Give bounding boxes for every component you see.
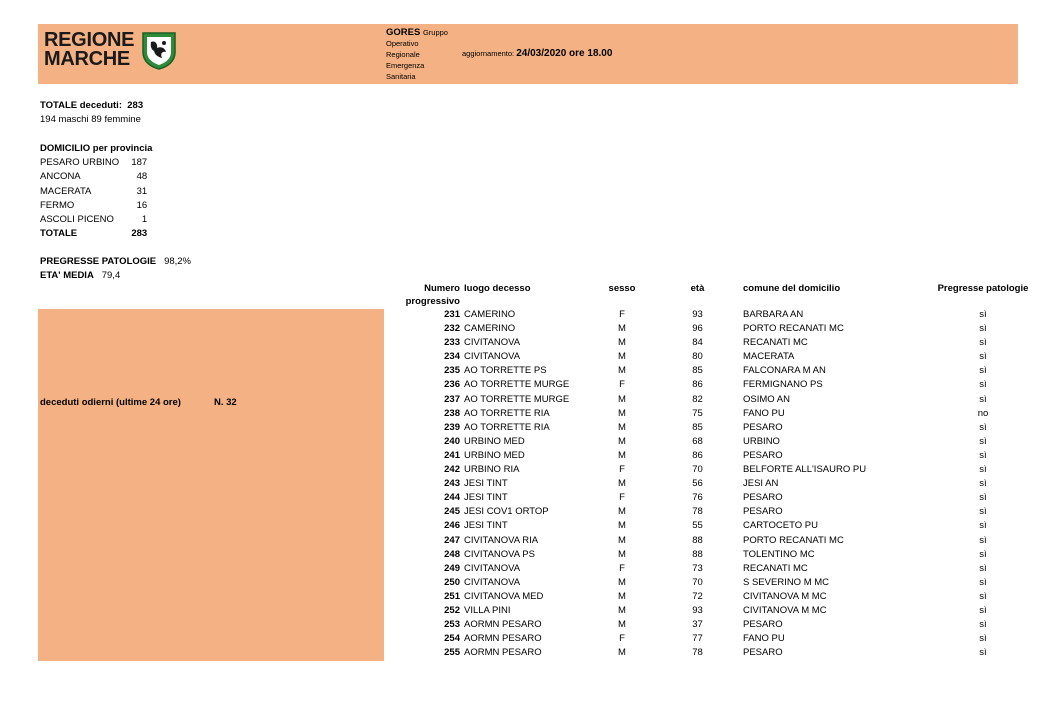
row-sesso: M — [618, 323, 626, 335]
province-value: 1 — [141, 214, 148, 226]
row-sesso: F — [619, 492, 625, 504]
gores-line: Operativo — [386, 39, 419, 48]
row-pat: sì — [979, 365, 987, 377]
row-eta: 72 — [692, 590, 703, 602]
row-eta: 68 — [692, 435, 703, 447]
update-value: 24/03/2020 ore 18.00 — [516, 48, 613, 59]
row-comune: FANO PU — [743, 633, 785, 645]
province-total-label: TOTALE — [40, 228, 78, 240]
row-num: 233 — [444, 337, 460, 349]
province-block — [40, 142, 152, 241]
table-row — [400, 449, 1043, 463]
row-luogo: AORMN PESARO — [464, 619, 542, 631]
table-row — [400, 562, 1043, 576]
table-row — [400, 604, 1043, 618]
patologie-label: PREGRESSE PATOLOGIE — [40, 256, 157, 267]
today-count: N. 32 — [214, 397, 237, 408]
eta-line — [40, 269, 191, 283]
row-eta: 70 — [692, 576, 703, 588]
row-eta: 80 — [692, 351, 703, 363]
row-sesso: F — [619, 309, 625, 320]
row-comune: CIVITANOVA M MC — [743, 590, 827, 602]
update-info — [462, 48, 612, 59]
table-row — [400, 491, 1043, 505]
row-sesso: M — [618, 393, 626, 405]
province-name: FERMO — [40, 199, 75, 211]
row-num: 248 — [444, 548, 460, 560]
row-sesso: M — [618, 590, 626, 602]
row-pat: sì — [979, 604, 987, 616]
row-pat: sì — [979, 633, 987, 645]
row-sesso: M — [618, 435, 626, 447]
row-eta: 70 — [692, 464, 703, 476]
province-title: DOMICILIO per provincia — [40, 143, 153, 154]
row-luogo: CIVITANOVA — [464, 337, 521, 349]
logo-text — [44, 31, 134, 69]
row-eta: 93 — [692, 309, 703, 320]
row-pat: sì — [979, 534, 987, 546]
gores-line: Sanitaria — [386, 72, 416, 81]
row-pat: sì — [979, 548, 987, 560]
row-comune: RECANATI MC — [743, 562, 808, 574]
row-sesso: M — [618, 351, 626, 363]
regione-marche-logo — [44, 30, 178, 70]
row-luogo: JESI TINT — [464, 520, 508, 532]
row-comune: CIVITANOVA M MC — [743, 604, 827, 616]
row-comune: PESARO — [743, 449, 783, 461]
row-eta: 88 — [692, 548, 703, 560]
row-sesso: M — [618, 337, 626, 349]
row-eta: 88 — [692, 534, 703, 546]
patologie-block — [40, 255, 191, 283]
row-num: 247 — [444, 534, 460, 546]
province-row — [40, 170, 147, 184]
row-pat: sì — [979, 464, 987, 476]
row-num: 243 — [444, 478, 460, 490]
row-num: 252 — [444, 604, 460, 616]
row-luogo: CIVITANOVA — [464, 576, 521, 588]
row-eta: 75 — [692, 407, 703, 419]
table-row — [400, 505, 1043, 519]
row-luogo: CIVITANOVA MED — [464, 590, 544, 602]
row-luogo: CAMERINO — [464, 323, 516, 335]
province-name: MACERATA — [40, 185, 92, 197]
row-sesso: M — [618, 647, 626, 659]
row-comune: PORTO RECANATI MC — [743, 323, 844, 335]
table-row — [400, 548, 1043, 562]
regione-emblem-icon — [140, 30, 178, 70]
row-pat: no — [977, 407, 989, 419]
row-sesso: M — [618, 576, 626, 588]
province-value: 31 — [136, 185, 148, 197]
table-row — [400, 322, 1043, 336]
row-eta: 77 — [692, 633, 703, 645]
row-pat: sì — [979, 506, 987, 518]
row-eta: 85 — [692, 365, 703, 377]
row-eta: 78 — [692, 647, 703, 659]
females-count: 89 femmine — [91, 114, 141, 125]
row-comune: OSIMO AN — [743, 393, 790, 405]
total-deceased — [40, 99, 143, 113]
row-eta: 96 — [692, 323, 703, 335]
row-eta: 78 — [692, 506, 703, 518]
row-luogo: AORMN PESARO — [464, 647, 542, 659]
row-num: 250 — [444, 576, 460, 588]
row-luogo: JESI COV1 ORTOP — [464, 506, 549, 518]
row-luogo: CIVITANOVA — [464, 351, 521, 363]
summary-block — [40, 99, 143, 127]
header-eta: età — [690, 283, 705, 294]
row-luogo: AORMN PESARO — [464, 633, 542, 645]
eta-label: ETA' MEDIA — [40, 270, 94, 281]
row-num: 239 — [444, 421, 460, 433]
row-pat: sì — [979, 323, 987, 335]
table-row — [400, 350, 1043, 364]
row-luogo: AO TORRETTE RIA — [464, 407, 550, 419]
table-row — [400, 407, 1043, 421]
row-sesso: F — [619, 379, 625, 391]
total-value: 283 — [127, 100, 144, 111]
row-sesso: M — [618, 478, 626, 490]
gores-name: GORES — [386, 27, 421, 38]
province-value: 48 — [136, 171, 148, 183]
row-sesso: M — [618, 619, 626, 631]
row-pat: sì — [979, 590, 987, 602]
row-pat: sì — [979, 492, 987, 504]
deceased-table — [400, 282, 1043, 660]
row-comune: FALCONARA M AN — [743, 365, 826, 377]
table-row — [400, 364, 1043, 378]
row-eta: 86 — [692, 379, 703, 391]
row-num: 232 — [444, 323, 460, 335]
row-pat: sì — [979, 576, 987, 588]
row-pat: sì — [979, 478, 987, 490]
logo-line2: MARCHE — [44, 48, 130, 70]
row-comune: URBINO — [743, 435, 780, 447]
row-comune: BARBARA AN — [743, 309, 804, 320]
row-eta: 86 — [692, 449, 703, 461]
row-num: 236 — [444, 379, 460, 391]
table-row — [400, 477, 1043, 491]
row-luogo: CIVITANOVA RIA — [464, 534, 539, 546]
row-comune: BELFORTE ALL'ISAURO PU — [743, 464, 867, 476]
row-pat: sì — [979, 393, 987, 405]
males-count: 194 maschi — [40, 114, 89, 125]
row-num: 240 — [444, 435, 460, 447]
row-num: 242 — [444, 464, 460, 476]
table-row — [400, 646, 1043, 660]
table-row — [400, 378, 1043, 392]
logo-line1: REGIONE — [44, 29, 135, 51]
gores-block — [386, 27, 448, 82]
table-row — [400, 576, 1043, 590]
row-comune: PESARO — [743, 421, 783, 433]
row-pat: sì — [979, 562, 987, 574]
row-eta: 56 — [692, 478, 703, 490]
row-sesso: F — [619, 562, 625, 574]
table-header-row — [400, 282, 1043, 308]
row-luogo: JESI TINT — [464, 478, 508, 490]
row-comune: JESI AN — [743, 478, 779, 490]
row-pat: sì — [979, 309, 987, 320]
row-luogo: AO TORRETTE PS — [464, 365, 547, 377]
header-comune: comune del domicilio — [743, 283, 841, 294]
row-eta: 55 — [692, 520, 703, 532]
row-comune: FANO PU — [743, 407, 785, 419]
row-num: 231 — [444, 309, 460, 320]
update-label: aggiornamento: — [462, 49, 515, 58]
row-num: 255 — [444, 647, 460, 659]
header-sesso: sesso — [608, 283, 636, 294]
row-num: 253 — [444, 619, 460, 631]
table-row — [400, 534, 1043, 548]
table-row — [400, 421, 1043, 435]
row-comune: PESARO — [743, 647, 783, 659]
row-sesso: M — [618, 506, 626, 518]
row-num: 244 — [444, 492, 460, 504]
row-luogo: CAMERINO — [464, 309, 516, 320]
row-luogo: AO TORRETTE RIA — [464, 421, 550, 433]
row-comune: MACERATA — [743, 351, 795, 363]
row-luogo: URBINO MED — [464, 449, 525, 461]
row-pat: sì — [979, 421, 987, 433]
row-num: 249 — [444, 562, 460, 574]
row-luogo: URBINO RIA — [464, 464, 520, 476]
row-pat: sì — [979, 435, 987, 447]
row-num: 251 — [444, 590, 460, 602]
row-pat: sì — [979, 619, 987, 631]
province-row — [40, 156, 147, 170]
header-num: Numero progressivo — [405, 283, 460, 307]
row-num: 241 — [444, 449, 460, 461]
patologie-line — [40, 255, 191, 269]
row-eta: 76 — [692, 492, 703, 504]
row-pat: sì — [979, 351, 987, 363]
row-eta: 85 — [692, 421, 703, 433]
header-luogo: luogo decesso — [464, 283, 531, 294]
row-pat: sì — [979, 647, 987, 659]
row-comune: RECANATI MC — [743, 337, 808, 349]
row-comune: TOLENTINO MC — [743, 548, 815, 560]
row-num: 245 — [444, 506, 460, 518]
province-value: 187 — [131, 157, 148, 169]
row-pat: sì — [979, 520, 987, 532]
row-num: 234 — [444, 351, 460, 363]
row-luogo: CIVITANOVA PS — [464, 548, 535, 560]
province-total-value: 283 — [131, 228, 148, 240]
province-name: PESARO URBINO — [40, 157, 120, 169]
header-pat: Pregresse patologie — [937, 283, 1029, 294]
row-eta: 73 — [692, 562, 703, 574]
row-sesso: F — [619, 633, 625, 645]
province-table — [40, 156, 147, 241]
row-sesso: M — [618, 534, 626, 546]
gores-line: Regionale — [386, 50, 420, 59]
row-sesso: M — [618, 449, 626, 461]
row-num: 235 — [444, 365, 460, 377]
row-pat: sì — [979, 337, 987, 349]
row-sesso: M — [618, 365, 626, 377]
row-luogo: CIVITANOVA — [464, 562, 521, 574]
row-sesso: M — [618, 421, 626, 433]
row-num: 246 — [444, 520, 460, 532]
gender-split — [40, 113, 143, 127]
row-luogo: JESI TINT — [464, 492, 508, 504]
table-row — [400, 632, 1043, 646]
table-row — [400, 519, 1043, 533]
today-band — [38, 309, 384, 661]
row-sesso: M — [618, 407, 626, 419]
row-sesso: M — [618, 520, 626, 532]
row-comune: PESARO — [743, 492, 783, 504]
province-row — [40, 213, 147, 227]
row-comune: FERMIGNANO PS — [743, 379, 823, 391]
row-num: 254 — [444, 633, 460, 645]
table-row — [400, 336, 1043, 350]
table-row — [400, 590, 1043, 604]
table-body — [400, 308, 1043, 660]
gores-title — [386, 27, 448, 38]
row-pat: sì — [979, 379, 987, 391]
today-block — [40, 397, 237, 408]
province-row — [40, 199, 147, 213]
row-sesso: F — [619, 464, 625, 476]
row-luogo: AO TORRETTE MURGE — [464, 379, 570, 391]
row-num: 238 — [444, 407, 460, 419]
total-label: TOTALE deceduti: — [40, 100, 122, 111]
province-name: ASCOLI PICENO — [40, 214, 114, 226]
row-luogo: URBINO MED — [464, 435, 525, 447]
row-luogo: VILLA PINI — [464, 604, 511, 616]
row-comune: S SEVERINO M MC — [743, 576, 830, 588]
row-num: 237 — [444, 393, 460, 405]
row-comune: PESARO — [743, 506, 783, 518]
row-sesso: M — [618, 548, 626, 560]
today-label: deceduti odierni (ultime 24 ore) — [40, 397, 181, 408]
province-row — [40, 185, 147, 199]
province-name: ANCONA — [40, 171, 81, 183]
table-row — [400, 393, 1043, 407]
eta-value: 79,4 — [101, 270, 121, 281]
row-sesso: M — [618, 604, 626, 616]
row-eta: 37 — [692, 619, 703, 631]
table-row — [400, 618, 1043, 632]
row-luogo: AO TORRETTE MURGE — [464, 393, 570, 405]
province-total-row — [40, 227, 147, 241]
row-eta: 93 — [692, 604, 703, 616]
row-comune: PORTO RECANATI MC — [743, 534, 844, 546]
row-pat: sì — [979, 449, 987, 461]
row-eta: 82 — [692, 393, 703, 405]
row-comune: CARTOCETO PU — [743, 520, 818, 532]
province-value: 16 — [136, 199, 148, 211]
table-row — [400, 463, 1043, 477]
row-comune: PESARO — [743, 619, 783, 631]
table-row — [400, 308, 1043, 322]
patologie-value: 98,2% — [164, 256, 191, 267]
row-eta: 84 — [692, 337, 703, 349]
gores-sub: Gruppo — [422, 28, 448, 37]
gores-line: Emergenza — [386, 61, 425, 70]
table-row — [400, 435, 1043, 449]
